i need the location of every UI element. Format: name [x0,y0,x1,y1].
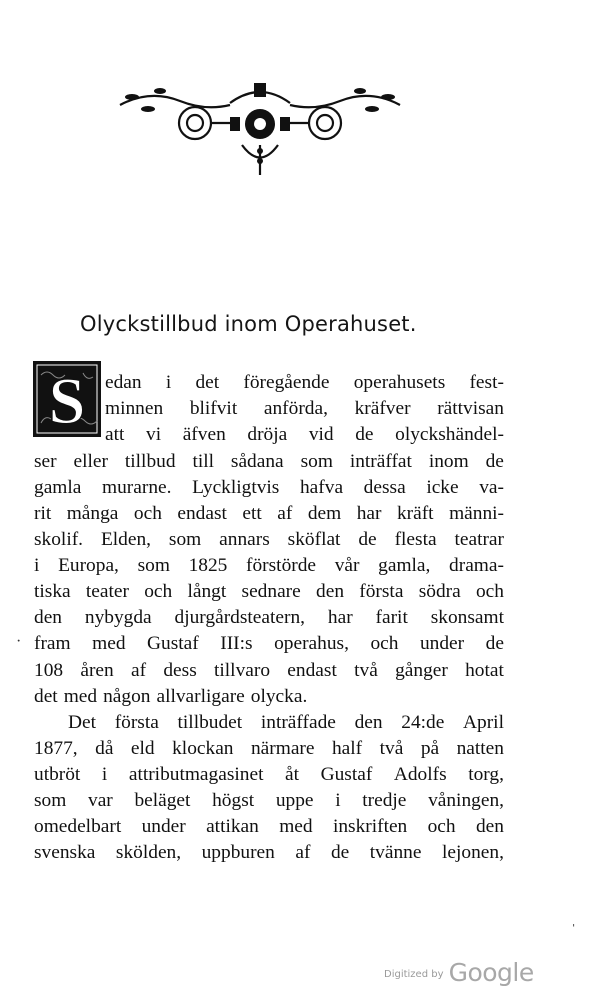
watermark-prefix: Digitized by [384,969,444,980]
text-line: 1877, då eld klockan närmare half två på natten [34,738,504,759]
text-line: svenska skölden, uppburen af de tvänne lejonen, [34,842,504,863]
text-line: ser eller tillbud till sådana som inträffat inom de [34,451,504,472]
text-line: gamla murarne. Lyckligtvis hafva dessa icke va- [34,477,504,498]
text-line: minnen blifvit anförda, kräfver rättvisan [105,398,504,419]
digitized-by-google-watermark [384,958,534,987]
text-line: rit många och endast ett af dem har kräft männi- [34,503,504,524]
chapter-title: Olyckstillbud inom Operahuset. [80,312,417,336]
scan-speck: ˌ [571,910,577,927]
text-line: skolif. Elden, som annars sköflat de flesta teatrar [34,529,504,550]
text-line: tiska teater och långt sednare den första södra och [34,581,504,602]
text-line: att vi äfven dröja vid de olyckshändel- [105,424,504,445]
text-line: omedelbart under attikan med inskriften och den [34,816,504,837]
google-wordmark: Google [448,958,534,987]
drop-cap-letter: S [48,365,86,437]
text-line: som var beläget högst uppe i tredje våningen, [34,790,504,811]
scan-speck: · [16,633,22,650]
text-line: utbröt i attributmagasinet åt Gustaf Adolfs torg, [34,764,504,785]
text-line: Det första tillbudet inträffade den 24:de April [68,712,504,733]
text-line: edan i det föregående operahusets fest- [105,372,504,393]
text-line: 108 åren af dess tillvaro endast två gånger hotat [34,660,504,681]
text-line: det med någon allvarligare olycka. [34,686,308,707]
text-line: fram med Gustaf III:s operahus, och under de [34,633,504,654]
text-line: den nybygda djurgårdsteatern, har farit skonsamt [34,607,504,628]
text-line: i Europa, som 1825 förstörde vår gamla, drama- [34,555,504,576]
